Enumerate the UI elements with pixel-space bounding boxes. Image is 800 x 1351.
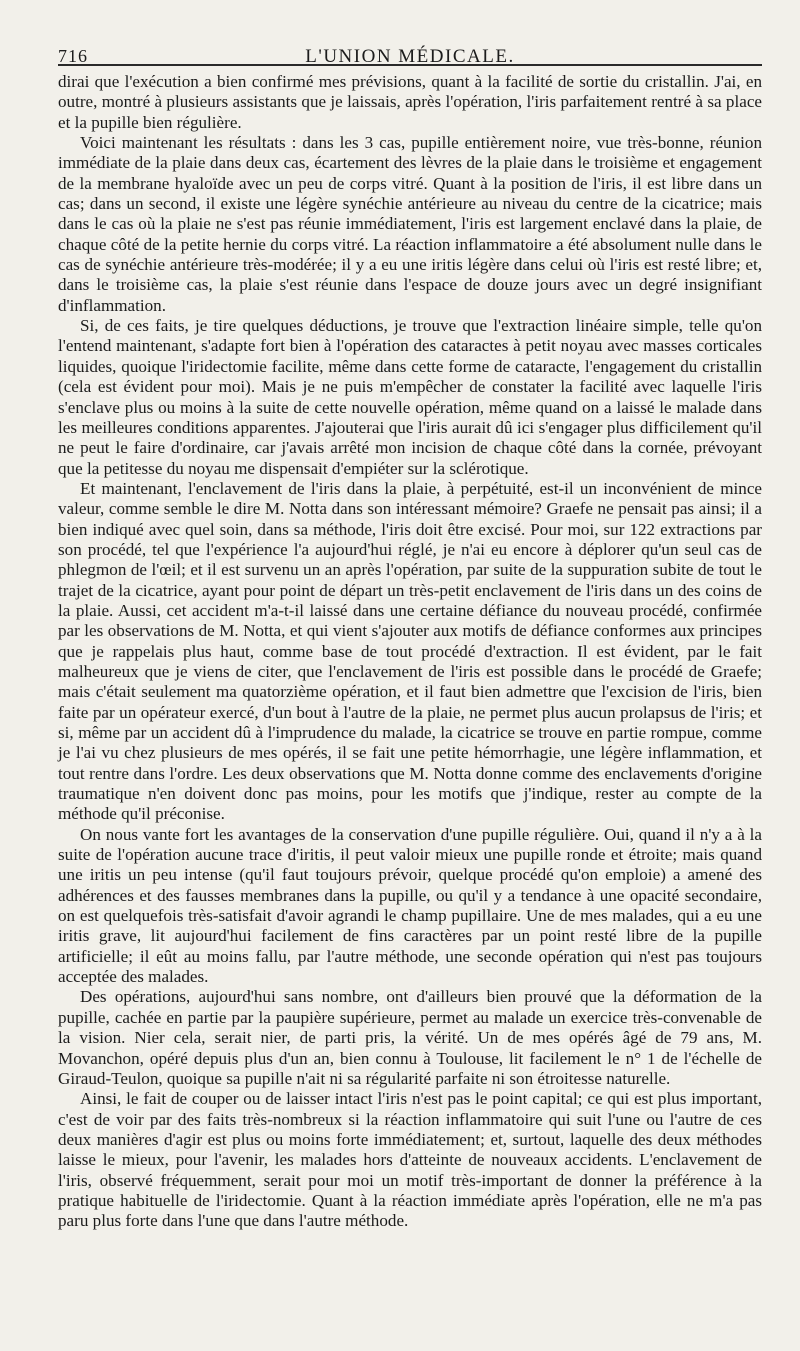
running-title: L'UNION MÉDICALE. [305,46,515,67]
paragraph-deductions: Si, de ces faits, je tire quelques déductions, je trouve que l'extraction linéaire simple, telle qu'on l'entend maintenant, s'adapte fort bien à l'opération des cataractes à petit noyau avec masses corticales liquides, quoique l'iridectomie facilite, même dans cette forme de cataracte, l'engagement du cristallin (cela est évident pour moi). Mais je ne puis m'empêcher de constater la facilité avec laquelle l'iris s'enclave plus ou moins à la suite de cette nouvelle opération, même quand on a laissé le malade dans les meilleures conditions apparentes. J'ajouterai que l'iris aurait dû ici s'engager plus difficilement qu'il ne peut le faire d'ordinaire, car j'avais arrêté mon incision de chaque côté dans la cornée, prévoyant que la petitesse du noyau me dispensait d'empiéter sur la sclérotique. [58,316,762,478]
article-body [58,72,762,1232]
paragraph-conclusion: Ainsi, le fait de couper ou de laisser intact l'iris n'est pas le point capital; ce qui est plus important, c'est de voir par des faits très-nombreux si la réaction inflammatoire qui suit l'une ou l'autre de ces deux manières d'agir est plus ou moins forte immédiatement; et, surtout, laquelle des deux méthodes laisse le mieux, pour l'avenir, les malades hors d'atteinte de nouveaux accidents. L'enclavement de l'iris, observé fréquemment, serait pour moi un motif très-important de donner la préférence à la pratique habituelle de l'iridectomie. Quant à la réaction immédiate après l'opération, elle ne m'a pas paru plus forte dans l'une que dans l'autre méthode. [58,1089,762,1231]
paragraph-continued: dirai que l'exécution a bien confirmé mes prévisions, quant à la facilité de sortie du cristallin. J'ai, en outre, montré à plusieurs assistants que je laissais, après l'opération, l'iris parfaitement rentré à sa place et la pupille bien régulière. [58,72,762,132]
page-header [58,34,762,66]
paragraph-results: Voici maintenant les résultats : dans les 3 cas, pupille entièrement noire, vue très-bonne, réunion immédiate de la plaie dans deux cas, écartement des lèvres de la plaie dans le troisième et engagement de la membrane hyaloïde avec un peu de corps vitré. Quant à la position de l'iris, il est libre dans un cas; dans un second, il existe une légère synéchie antérieure au niveau du centre de la cicatrice; mais dans le cas où la plaie ne s'est pas réunie immédiatement, l'iris est largement enclavé dans la plaie, de chaque côté de la petite hernie du corps vitré. La réaction inflammatoire a été absolument nulle dans le cas de synéchie antérieure très-modérée; il y a eu une iritis légère dans celui où l'iris est resté libre; et, dans le troisième cas, la plaie s'est réunie dans l'espace de douze jours avec un degré insignifiant d'inflammation. [58,133,762,315]
paragraph-pupille: On nous vante fort les avantages de la conservation d'une pupille régulière. Oui, quand il n'y a à la suite de l'opération aucune trace d'iritis, il peut valoir mieux une pupille ronde et étroite; mais quand une iritis un peu intense (qu'il faut toujours prévoir, quelque procédé qu'on emploie) a amené des adhérences et des fausses membranes dans la pupille, ou qu'il y a tendance à une opacité secondaire, on est quelquefois très-satisfait d'avoir agrandi le champ pupillaire. Une de mes malades, qui a eu une iritis grave, lit aujourd'hui facilement de fins caractères par un point resté libre de la pupille artificielle; il eût au moins fallu, par l'autre méthode, une seconde opération qui n'est pas toujours acceptée des malades. [58,824,762,987]
paragraph-operations: Des opérations, aujourd'hui sans nombre, ont d'ailleurs bien prouvé que la déformation de la pupille, cachée en partie par la paupière supérieure, permet au malade un exercice très-convenable de la vision. Nier cela, serait nier, de parti pris, la vérité. Un de mes opérés âgé de 79 ans, M. Movanchon, opéré depuis plus d'un an, bien connu à Toulouse, lit facilement le n° 1 de l'échelle de Giraud-Teulon, quoique sa pupille n'ait ni sa régularité parfaite ni son étroitesse naturelle. [58,987,762,1088]
paragraph-enclavement: Et maintenant, l'enclavement de l'iris dans la plaie, à perpétuité, est-il un inconvénient de mince valeur, comme semble le dire M. Notta dans son intéressant mémoire? Graefe ne pensait pas ainsi; il a bien indiqué avec quel soin, dans sa méthode, l'iris doit être excisé. Pour moi, sur 122 extractions par son procédé, tel que l'expérience l'a aujourd'hui réglé, je n'ai eu encore à déplorer qu'un seul cas de phlegmon de l'œil; et il est survenu un an après l'opération, par suite de la suppuration subite de tout le trajet de la cicatrice, ayant pour point de départ un très-petit enclavement de l'iris dans un des coins de la plaie. Aussi, cet accident m'a-t-il laissé dans une certaine défiance du nouveau procédé, confirmée par les observations de M. Notta, et qui vient s'ajouter aux motifs de défiance conformes aux principes que je rappelais plus haut, comme base de tout procédé d'extraction. Il est évident, par le fait malheureux que je viens de citer, que l'enclavement de l'iris est possible dans le procédé de Graefe; mais c'était seulement ma quatorzième opération, et il faut bien admettre que l'excision de l'iris, bien faite par un opérateur exercé, d'un bout à l'autre de la plaie, ne permet plus aucun prolapsus de l'iris; et si, même par un accident dû à l'imprudence du malade, la cicatrice se trouve en partie rompue, comme je l'ai vu chez plusieurs de mes opérés, il se fait une petite hémorrhagie, une légère inflammation, et tout rentre dans l'ordre. Les deux observations que M. Notta donne comme des enclavements d'origine traumatique n'en doivent donc pas moins, pour les motifs que j'indique, rester au compte de la méthode qu'il préconise. [58,478,762,824]
page-number: 716 [58,46,88,66]
